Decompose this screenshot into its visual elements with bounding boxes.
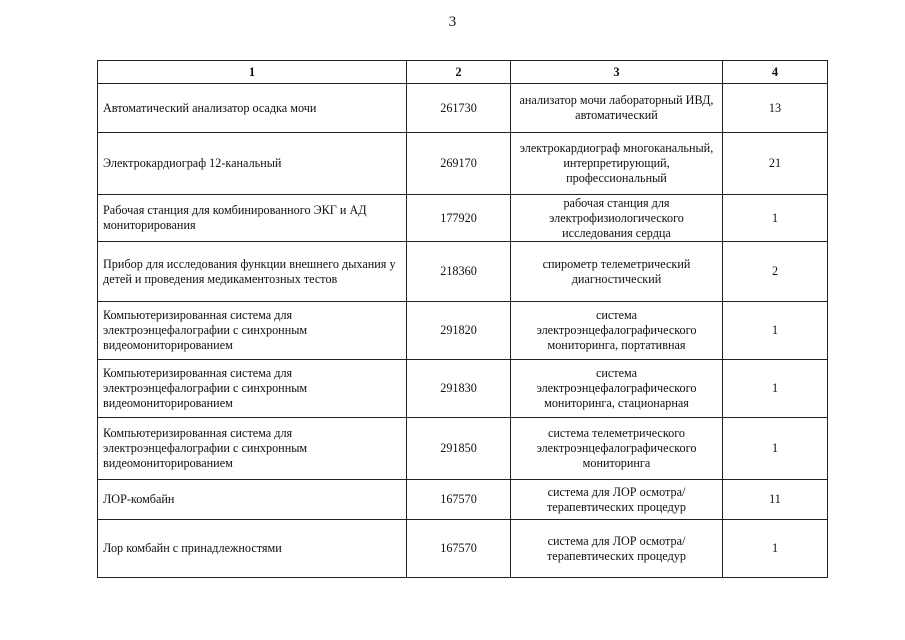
cell-type: спирометр телеметрический диагностический (511, 242, 723, 302)
cell-qty: 1 (723, 195, 828, 242)
cell-qty: 1 (723, 520, 828, 578)
cell-type: электрокардиограф многоканальный, интерпретирующий, профессиональный (511, 133, 723, 195)
table-row (98, 418, 828, 480)
table-row (98, 360, 828, 418)
table-header-row (98, 61, 828, 84)
cell-type: система электроэнцефалографического мониторинга, портативная (511, 302, 723, 360)
header-col-4: 4 (723, 61, 828, 84)
cell-type: анализатор мочи лабораторный ИВД, автоматический (511, 84, 723, 133)
cell-code: 177920 (407, 195, 511, 242)
table-row (98, 302, 828, 360)
table-row (98, 195, 828, 242)
cell-code: 291830 (407, 360, 511, 418)
cell-qty: 1 (723, 302, 828, 360)
cell-qty: 11 (723, 480, 828, 520)
cell-name: ЛОР-комбайн (98, 480, 407, 520)
cell-name: Прибор для исследования функции внешнего дыхания у детей и проведения медикаментозных тестов (98, 242, 407, 302)
header-col-3: 3 (511, 61, 723, 84)
cell-type: система для ЛОР осмотра/терапевтических процедур (511, 480, 723, 520)
cell-code: 167570 (407, 480, 511, 520)
cell-qty: 13 (723, 84, 828, 133)
cell-name: Автоматический анализатор осадка мочи (98, 84, 407, 133)
cell-qty: 1 (723, 360, 828, 418)
table-row (98, 242, 828, 302)
table-row (98, 84, 828, 133)
cell-type: система для ЛОР осмотра/терапевтических процедур (511, 520, 723, 578)
cell-type: рабочая станция для электрофизиологического исследования сердца (511, 195, 723, 242)
equipment-table (97, 60, 828, 578)
cell-type: система телеметрического электроэнцефалографического мониторинга (511, 418, 723, 480)
cell-code: 218360 (407, 242, 511, 302)
cell-name: Компьютеризированная система для электроэнцефалографии с синхронным видеомониторированием (98, 418, 407, 480)
cell-name: Лор комбайн с принадлежностями (98, 520, 407, 578)
cell-qty: 1 (723, 418, 828, 480)
cell-code: 167570 (407, 520, 511, 578)
table-row (98, 480, 828, 520)
cell-code: 269170 (407, 133, 511, 195)
header-col-2: 2 (407, 61, 511, 84)
table-row (98, 520, 828, 578)
table-row (98, 133, 828, 195)
cell-name: Рабочая станция для комбинированного ЭКГ и АД мониторирования (98, 195, 407, 242)
cell-code: 261730 (407, 84, 511, 133)
cell-name: Компьютеризированная система для электроэнцефалографии с синхронным видеомониторированием (98, 360, 407, 418)
cell-name: Электрокардиограф 12-канальный (98, 133, 407, 195)
header-col-1: 1 (98, 61, 407, 84)
cell-type: система электроэнцефалографического мониторинга, стационарная (511, 360, 723, 418)
cell-code: 291850 (407, 418, 511, 480)
cell-name: Компьютеризированная система для электроэнцефалографии с синхронным видеомониторированием (98, 302, 407, 360)
cell-code: 291820 (407, 302, 511, 360)
page-number: 3 (448, 14, 457, 30)
cell-qty: 21 (723, 133, 828, 195)
cell-qty: 2 (723, 242, 828, 302)
